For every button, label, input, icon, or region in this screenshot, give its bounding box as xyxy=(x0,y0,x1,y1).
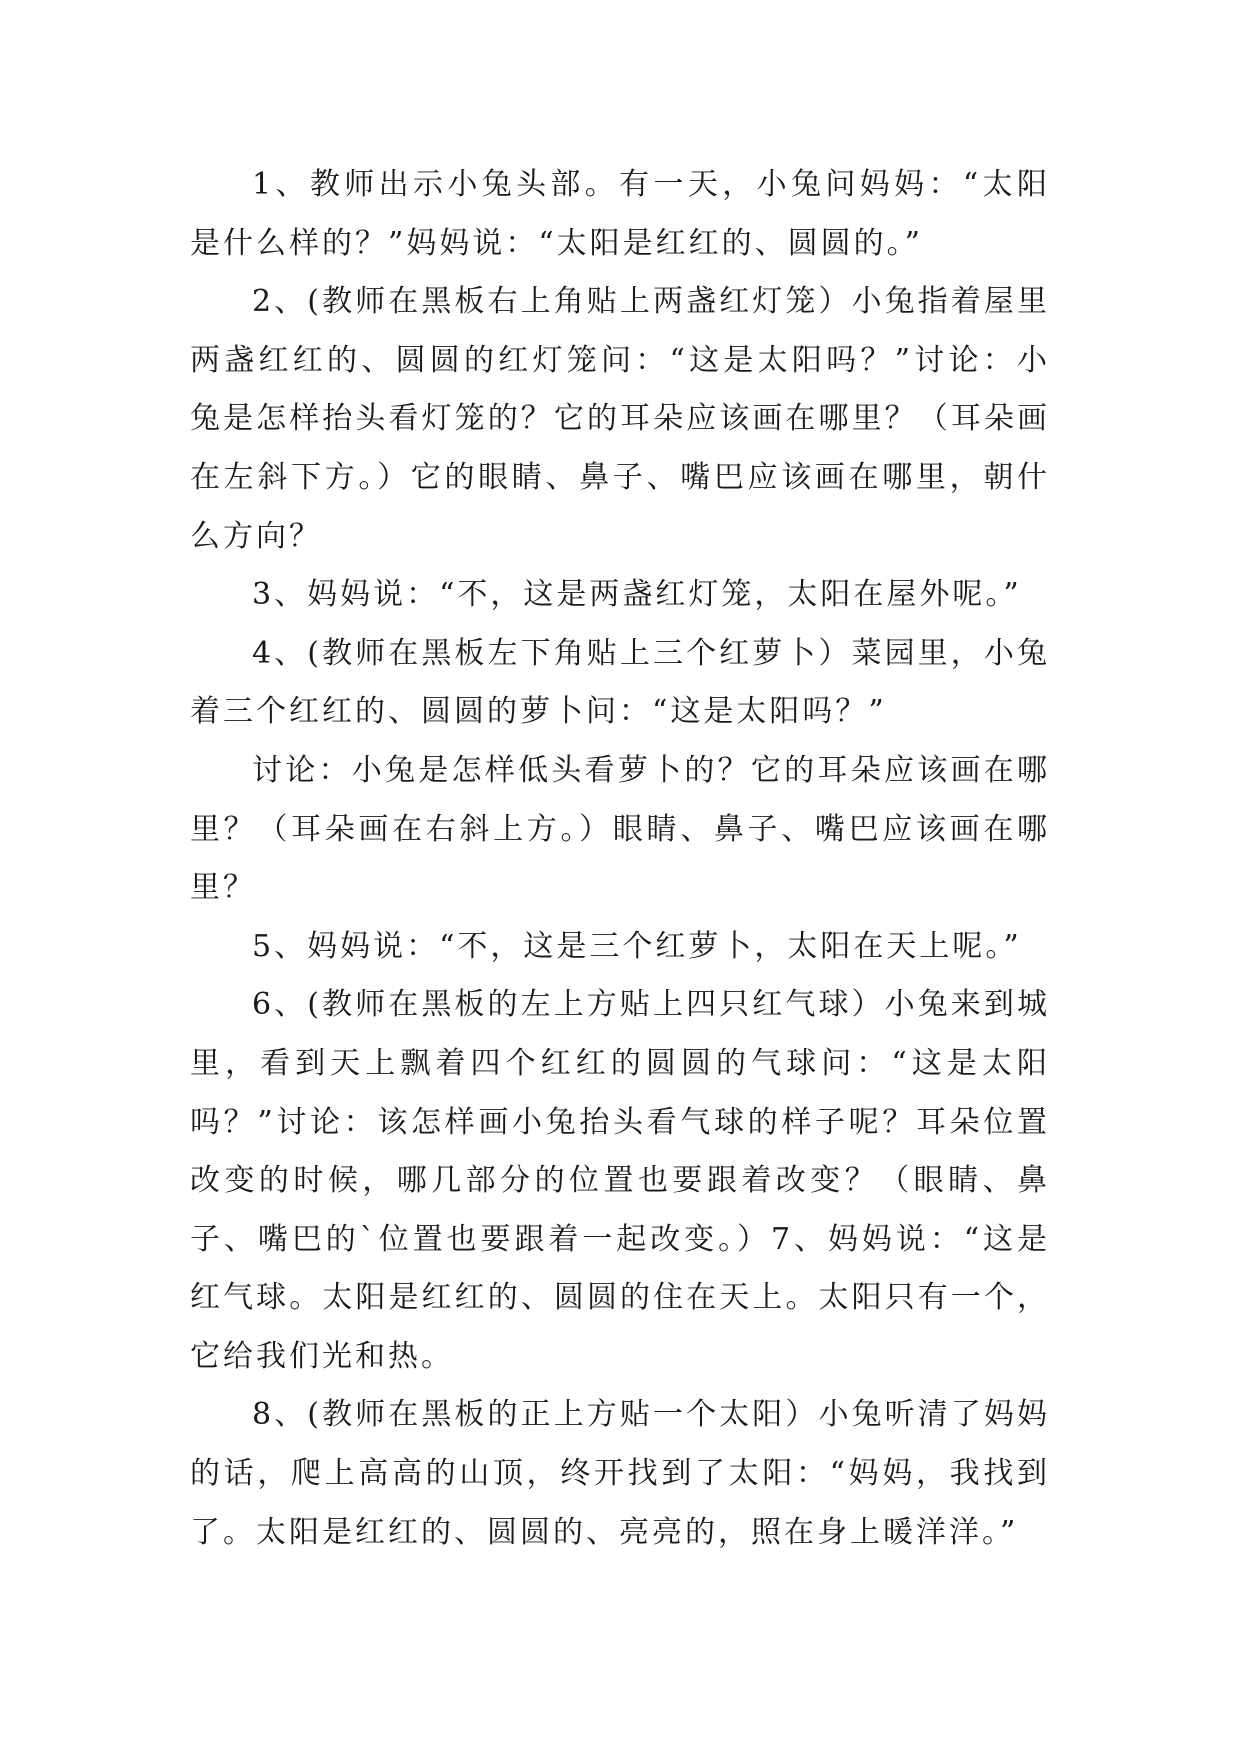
paragraph-4: 4、(教师在黑板左下角贴上三个红萝卜）菜园里，小兔着三个红红的、圆圆的萝卜问：“这是太阳吗？” xyxy=(190,635,1050,730)
paragraph-5: 5、妈妈说：“不，这是三个红萝卜，太阳在天上呢。” xyxy=(252,928,1022,964)
paragraph-2: 2、(教师在黑板右上角贴上两盏红灯笼）小兔指着屋里两盏红红的、圆圆的红灯笼问：“这是太阳吗？”讨论：小兔是怎样抬头看灯笼的？它的耳朵应该画在哪里？（耳朵画在左斜下方。）它的眼睛、鼻子、嘴巴应该画在哪里，朝什么方向？ xyxy=(190,284,1050,554)
paragraph-6-7: 6、(教师在黑板的左上方贴上四只红气球）小兔来到城里，看到天上飘着四个红红的圆圆的气球问：“这是太阳吗？”讨论：该怎样画小兔抬头看气球的样子呢？耳朵位置改变的时候，哪几部分的位置也要跟着改变？（眼睛、鼻子、嘴巴的`位置也要跟着一起改变。）7、妈妈说：“这是红气球。太阳是红红的、圆圆的住在天上。太阳只有一个，它给我们光和热。 xyxy=(190,987,1050,1374)
document-body xyxy=(190,156,1050,1562)
paragraph-4-discussion: 讨论：小兔是怎样低头看萝卜的？它的耳朵应该画在哪里？（耳朵画在右斜上方。）眼睛、鼻子、嘴巴应该画在哪里？ xyxy=(190,752,1050,906)
paragraph-3: 3、妈妈说：“不，这是两盏红灯笼，太阳在屋外呢。” xyxy=(252,577,1022,613)
paragraph-1: 1、教师出示小兔头部。有一天，小兔问妈妈：“太阳是什么样的？”妈妈说：“太阳是红红的、圆圆的。” xyxy=(190,167,1050,261)
paragraph-8: 8、(教师在黑板的正上方贴一个太阳）小兔听清了妈妈的话，爬上高高的山顶，终开找到了太阳：“妈妈，我找到了。太阳是红红的、圆圆的、亮亮的，照在身上暖洋洋。” xyxy=(190,1397,1050,1550)
